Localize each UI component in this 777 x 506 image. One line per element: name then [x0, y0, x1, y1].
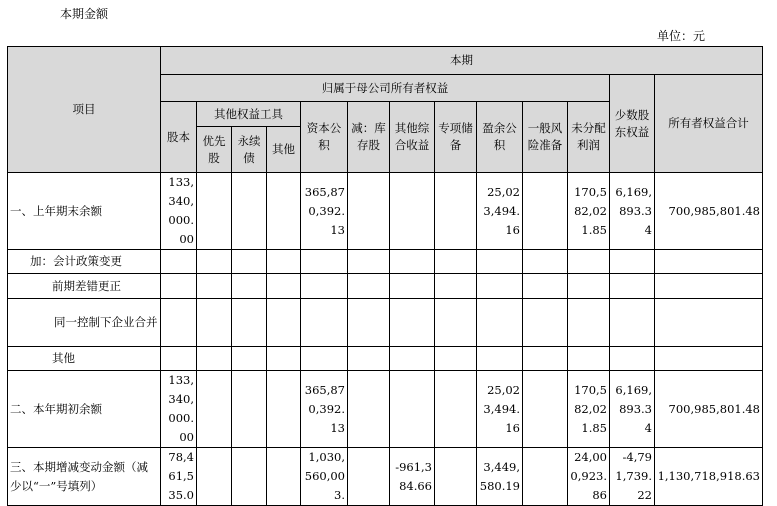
cell: [301, 347, 348, 371]
cell: 6,169,893.34: [610, 173, 655, 250]
cell: 1,130,718,918.63: [655, 448, 763, 506]
cell: 24,000,923.86: [568, 448, 610, 506]
header-total: 所有者权益合计: [655, 75, 763, 173]
section-title: 本期金额: [60, 7, 109, 21]
cell: 133,340,000.00: [161, 173, 197, 250]
header-treasury: 减：库存股: [348, 102, 390, 173]
cell: [348, 347, 390, 371]
cell: [348, 274, 390, 299]
cell: -961,384.66: [390, 448, 435, 506]
cell: [435, 448, 477, 506]
cell: [610, 299, 655, 347]
cell: [197, 299, 232, 347]
cell: [301, 274, 348, 299]
cell: [523, 371, 568, 448]
cell: [477, 347, 523, 371]
cell: [610, 347, 655, 371]
header-undistributed: 未分配利润: [568, 102, 610, 173]
cell: 78,461,535.0: [161, 448, 197, 506]
cell: [523, 299, 568, 347]
cell: [568, 299, 610, 347]
cell: [477, 299, 523, 347]
cell: 700,985,801.48: [655, 371, 763, 448]
cell: [523, 274, 568, 299]
cell: [161, 274, 197, 299]
cell: [568, 274, 610, 299]
row-label: 同一控制下企业合并: [8, 299, 161, 347]
cell: [610, 274, 655, 299]
cell: [197, 448, 232, 506]
row-label: 三、本期增减变动金额（减少以“一”号填列）: [8, 448, 161, 506]
row-label: 一、上年期末余额: [8, 173, 161, 250]
cell: [267, 347, 301, 371]
cell: [232, 250, 267, 274]
cell: [390, 347, 435, 371]
table-row: [8, 347, 763, 371]
cell: [390, 274, 435, 299]
cell: [267, 448, 301, 506]
cell: 365,870,392.13: [301, 371, 348, 448]
cell: [435, 347, 477, 371]
cell: [267, 250, 301, 274]
cell: [477, 274, 523, 299]
table-row: [8, 299, 763, 347]
cell: [655, 274, 763, 299]
cell: [348, 371, 390, 448]
cell: [232, 173, 267, 250]
equity-change-table: [7, 46, 763, 506]
header-capital-reserve: 资本公积: [301, 102, 348, 173]
cell: 25,023,494.16: [477, 371, 523, 448]
cell: [435, 250, 477, 274]
cell: [232, 371, 267, 448]
cell: [197, 173, 232, 250]
cell: [348, 173, 390, 250]
header-preferred: 优先股: [197, 127, 232, 173]
cell: 365,870,392.13: [301, 173, 348, 250]
table-row: [8, 274, 763, 299]
row-label: 二、本年期初余额: [8, 371, 161, 448]
cell: 3,449,580.19: [477, 448, 523, 506]
cell: [435, 371, 477, 448]
cell: [390, 299, 435, 347]
cell: [523, 173, 568, 250]
cell: 6,169,893.34: [610, 371, 655, 448]
header-surplus-reserve: 盈余公积: [477, 102, 523, 173]
cell: [655, 299, 763, 347]
row-label: 加：会计政策变更: [8, 250, 161, 274]
header-general-risk: 一般风险准备: [523, 102, 568, 173]
header-minority: 少数股东权益: [610, 75, 655, 173]
header-parent-equity: 归属于母公司所有者权益: [161, 75, 610, 102]
cell: [161, 250, 197, 274]
cell: [301, 250, 348, 274]
table-row: [8, 173, 763, 250]
header-other: 其他: [267, 127, 301, 173]
header-oci: 其他综合收益: [390, 102, 435, 173]
cell: [161, 299, 197, 347]
header-current-period: 本期: [161, 47, 763, 75]
cell: [390, 371, 435, 448]
cell: [267, 299, 301, 347]
cell: [197, 274, 232, 299]
cell: [232, 347, 267, 371]
cell: [435, 173, 477, 250]
cell: [435, 274, 477, 299]
cell: [477, 250, 523, 274]
cell: [197, 371, 232, 448]
cell: [655, 347, 763, 371]
cell: [568, 250, 610, 274]
header-other-equity-tools: 其他权益工具: [197, 102, 301, 127]
cell: [232, 299, 267, 347]
cell: [348, 299, 390, 347]
cell: [523, 448, 568, 506]
cell: [568, 347, 610, 371]
cell: 25,023,494.16: [477, 173, 523, 250]
header-special-reserve: 专项储备: [435, 102, 477, 173]
cell: [390, 173, 435, 250]
cell: [267, 371, 301, 448]
cell: 700,985,801.48: [655, 173, 763, 250]
row-label: 前期差错更正: [8, 274, 161, 299]
cell: [390, 250, 435, 274]
cell: [435, 299, 477, 347]
cell: [267, 173, 301, 250]
cell: -4,791,739.22: [610, 448, 655, 506]
table-row: [8, 250, 763, 274]
cell: [523, 250, 568, 274]
header-item: 项目: [8, 47, 161, 173]
row-label: 其他: [8, 347, 161, 371]
cell: 170,582,021.85: [568, 173, 610, 250]
cell: 1,030,560,003.: [301, 448, 348, 506]
cell: [348, 250, 390, 274]
cell: [655, 250, 763, 274]
cell: [267, 274, 301, 299]
cell: [301, 299, 348, 347]
unit-label: 单位：元: [657, 29, 706, 43]
cell: 133,340,000.00: [161, 371, 197, 448]
cell: [610, 250, 655, 274]
cell: [348, 448, 390, 506]
cell: [197, 347, 232, 371]
header-share-capital: 股本: [161, 102, 197, 173]
cell: [197, 250, 232, 274]
cell: [232, 448, 267, 506]
cell: 170,582,021.85: [568, 371, 610, 448]
cell: [523, 347, 568, 371]
header-perpetual: 永续债: [232, 127, 267, 173]
table-row: [8, 371, 763, 448]
cell: [161, 347, 197, 371]
cell: [232, 274, 267, 299]
table-row: [8, 448, 763, 506]
